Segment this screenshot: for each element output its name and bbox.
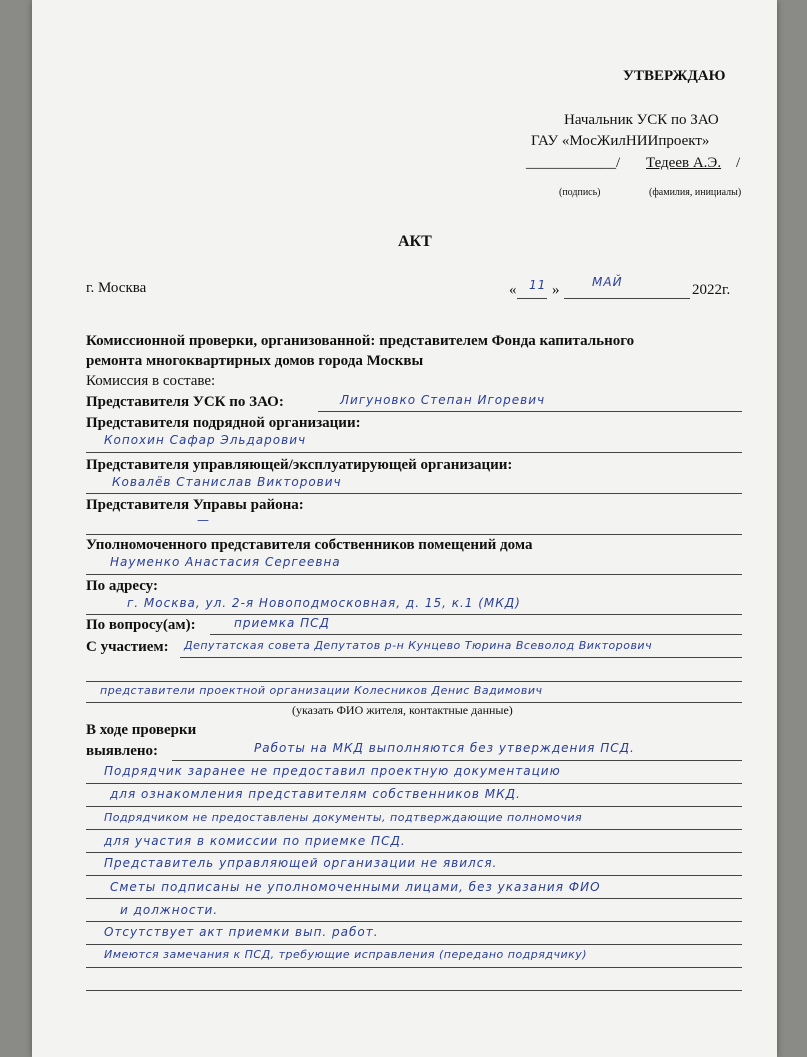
date-open-quote: «: [509, 282, 517, 298]
finding-line: Отсутствует акт приемки вып. работ.: [104, 925, 379, 939]
owners-label: Уполномоченного представителя собственников помещений дома: [86, 537, 533, 553]
approval-title: УТВЕРЖДАЮ: [623, 68, 726, 84]
ruled-line: [86, 829, 742, 830]
date-month: МАЙ: [592, 275, 623, 289]
question-value: приемка ПСД: [234, 616, 330, 630]
management-value: Ковалёв Станислав Викторович: [112, 475, 342, 489]
intro-line1: Комиссионной проверки, организованной: представителем Фонда капитального: [86, 333, 635, 349]
findings-label1: В ходе проверки: [86, 722, 197, 738]
uprava-line: [86, 534, 742, 535]
uprava-label: Представителя Управы района:: [86, 497, 304, 513]
finding-line: Имеются замечания к ПСД, требующие исправления (передано подрядчику): [104, 948, 588, 961]
participation-value: Депутатская совета Депутатов р-н Кунцево Тюрина Всеволод Викторович: [184, 639, 653, 652]
contractor-value: Копохин Сафар Эльдарович: [104, 433, 307, 447]
approval-name-suffix: /: [736, 155, 741, 171]
management-line: [86, 493, 742, 494]
usk-line: [318, 411, 742, 412]
participation-line2: [86, 681, 742, 682]
ruled-line: [86, 990, 742, 991]
date-day-underline: [517, 298, 547, 299]
ruled-line: [86, 783, 742, 784]
date-day: 11: [529, 278, 547, 292]
ruled-line: [86, 921, 742, 922]
date-close-quote: »: [552, 282, 560, 298]
approval-position-line1: Начальник УСК по ЗАО: [564, 112, 719, 128]
contractor-line: [86, 452, 742, 453]
owners-value: Науменко Анастасия Сергеевна: [110, 555, 341, 569]
approval-name: Тедеев А.Э.: [646, 155, 722, 171]
question-line: [210, 634, 742, 635]
date-month-underline: [564, 298, 690, 299]
ruled-line: [86, 875, 742, 876]
address-value: г. Москва, ул. 2-я Новоподмосковная, д. 15, к.1 (МКД): [127, 596, 521, 610]
caption-name: (фамилия, инициалы): [649, 187, 742, 198]
participation-line1: [180, 657, 742, 658]
ruled-line: [86, 967, 742, 968]
usk-label: Представителя УСК по ЗАО:: [86, 394, 284, 410]
finding-line: Сметы подписаны не уполномоченными лицами, без указания ФИО: [110, 880, 601, 894]
ruled-line: [86, 898, 742, 899]
intro-line2: ремонта многоквартирных домов города Москвы: [86, 353, 424, 369]
usk-value: Лигуновко Степан Игоревич: [340, 393, 546, 407]
commission-label: Комиссия в составе:: [86, 373, 216, 389]
findings-label2: выявлено:: [86, 743, 159, 759]
address-label: По адресу:: [86, 578, 158, 594]
date-year: 2022г.: [692, 282, 731, 298]
ruled-line: [86, 944, 742, 945]
finding-line: Подрядчиком не предоставлены документы, подтверждающие полномочия: [104, 811, 583, 824]
participation-value2: представители проектной организации Колесников Денис Вадимович: [100, 684, 543, 697]
participation-hint: (указать ФИО жителя, контактные данные): [292, 703, 513, 717]
ruled-line: [86, 852, 742, 853]
contractor-label: Представителя подрядной организации:: [86, 415, 361, 431]
finding-line: для участия в комиссии по приемке ПСД.: [104, 834, 406, 848]
approval-signature-blank: ____________/: [526, 155, 621, 171]
owners-line: [86, 574, 742, 575]
ruled-line: [172, 760, 742, 761]
ruled-line: [86, 806, 742, 807]
finding-line: Работы на МКД выполняются без утверждения ПСД.: [254, 741, 635, 755]
participation-label: С участием:: [86, 639, 169, 655]
doc-title: АКТ: [398, 233, 432, 250]
city: г. Москва: [86, 280, 147, 296]
question-label: По вопросу(ам):: [86, 617, 196, 633]
uprava-value: —: [197, 513, 210, 527]
approval-position-line2: ГАУ «МосЖилНИИпроект»: [531, 133, 710, 149]
address-line: [86, 614, 742, 615]
caption-signature: (подпись): [559, 187, 601, 198]
finding-line: Представитель управляющей организации не явился.: [104, 856, 498, 870]
finding-line: и должности.: [120, 903, 219, 917]
management-label: Представителя управляющей/эксплуатирующей организации:: [86, 457, 513, 473]
document-page: [32, 0, 777, 1057]
finding-line: Подрядчик заранее не предоставил проектную документацию: [104, 764, 561, 778]
finding-line: для ознакомления представителям собственников МКД.: [110, 787, 521, 801]
